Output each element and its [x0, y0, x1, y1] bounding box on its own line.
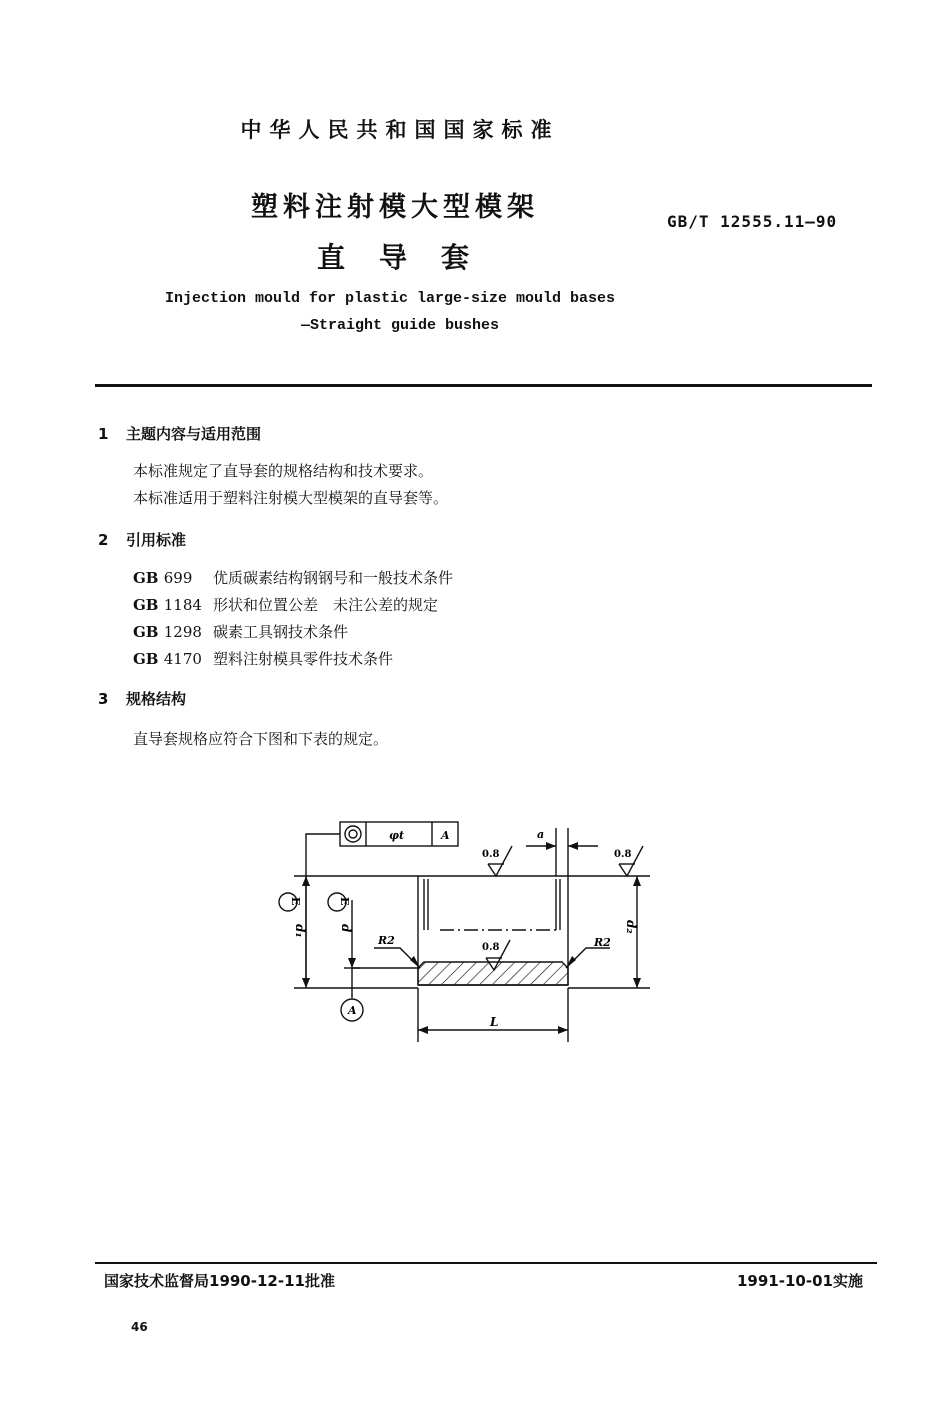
ref-title: 塑料注射模具零件技术条件 [213, 650, 394, 668]
section-title: 引用标准 [126, 531, 187, 549]
ref-title: 形状和位置公差 未注公差的规定 [213, 596, 439, 614]
radius-label-right: R2 [594, 936, 611, 949]
e-marker-1: E [289, 897, 302, 906]
english-title-line-2: —Straight guide bushes [300, 317, 500, 334]
title-line-1: 塑料注射模大型模架 [251, 192, 539, 223]
section-title: 主题内容与适用范围 [126, 425, 262, 443]
section-1-paragraph-2: 本标准适用于塑料注射模大型模架的直导套等。 [133, 489, 449, 507]
ref-number: 1298 [163, 623, 202, 641]
title-line-2: 直导套 [316, 241, 503, 274]
approval-note: 国家技术监督局1990-12-11批准 [104, 1272, 335, 1290]
roughness-label-right: 0.8 [614, 849, 632, 860]
standard-code: GB/T 12555.11—90 [667, 212, 838, 231]
page-number: 46 [131, 1320, 148, 1334]
e-marker-2: E [338, 897, 351, 906]
d2-label: d₂ [624, 920, 638, 934]
length-label: L [490, 1015, 499, 1029]
issuing-body: 中华人民共和国国家标准 [240, 117, 560, 142]
ref-title: 碳素工具钢技术条件 [213, 623, 349, 641]
tolerance-value: φt [389, 829, 405, 842]
effective-date: 1991-10-01实施 [737, 1272, 863, 1290]
english-title-line-1: Injection mould for plastic large-size mould bases [164, 290, 616, 307]
ref-prefix: GB [133, 569, 159, 587]
chamfer-label: a [537, 828, 545, 841]
ref-number: 4170 [163, 650, 202, 668]
ref-prefix: GB [133, 596, 159, 614]
section-number: 1 [98, 425, 109, 443]
ref-title: 优质碳素结构钢钢号和一般技术条件 [213, 569, 454, 587]
footer-divider [95, 1262, 877, 1264]
d-label: d [339, 924, 353, 933]
datum-label: A [348, 1004, 357, 1017]
d1-label: d₁ [293, 924, 307, 938]
ref-number: 1184 [163, 596, 202, 614]
section-3-paragraph-1: 直导套规格应符合下图和下表的规定。 [133, 730, 389, 748]
section-title: 规格结构 [126, 690, 187, 708]
roughness-label-top: 0.8 [482, 849, 500, 860]
tolerance-datum: A [441, 829, 450, 842]
ref-prefix: GB [133, 650, 159, 668]
ref-number: 699 [163, 569, 193, 587]
ref-prefix: GB [133, 623, 159, 641]
roughness-label-inner: 0.8 [482, 942, 500, 953]
section-number: 3 [98, 690, 109, 708]
section-number: 2 [98, 531, 109, 549]
radius-label-left: R2 [378, 934, 395, 947]
section-1-paragraph-1: 本标准规定了直导套的规格结构和技术要求。 [133, 462, 434, 480]
